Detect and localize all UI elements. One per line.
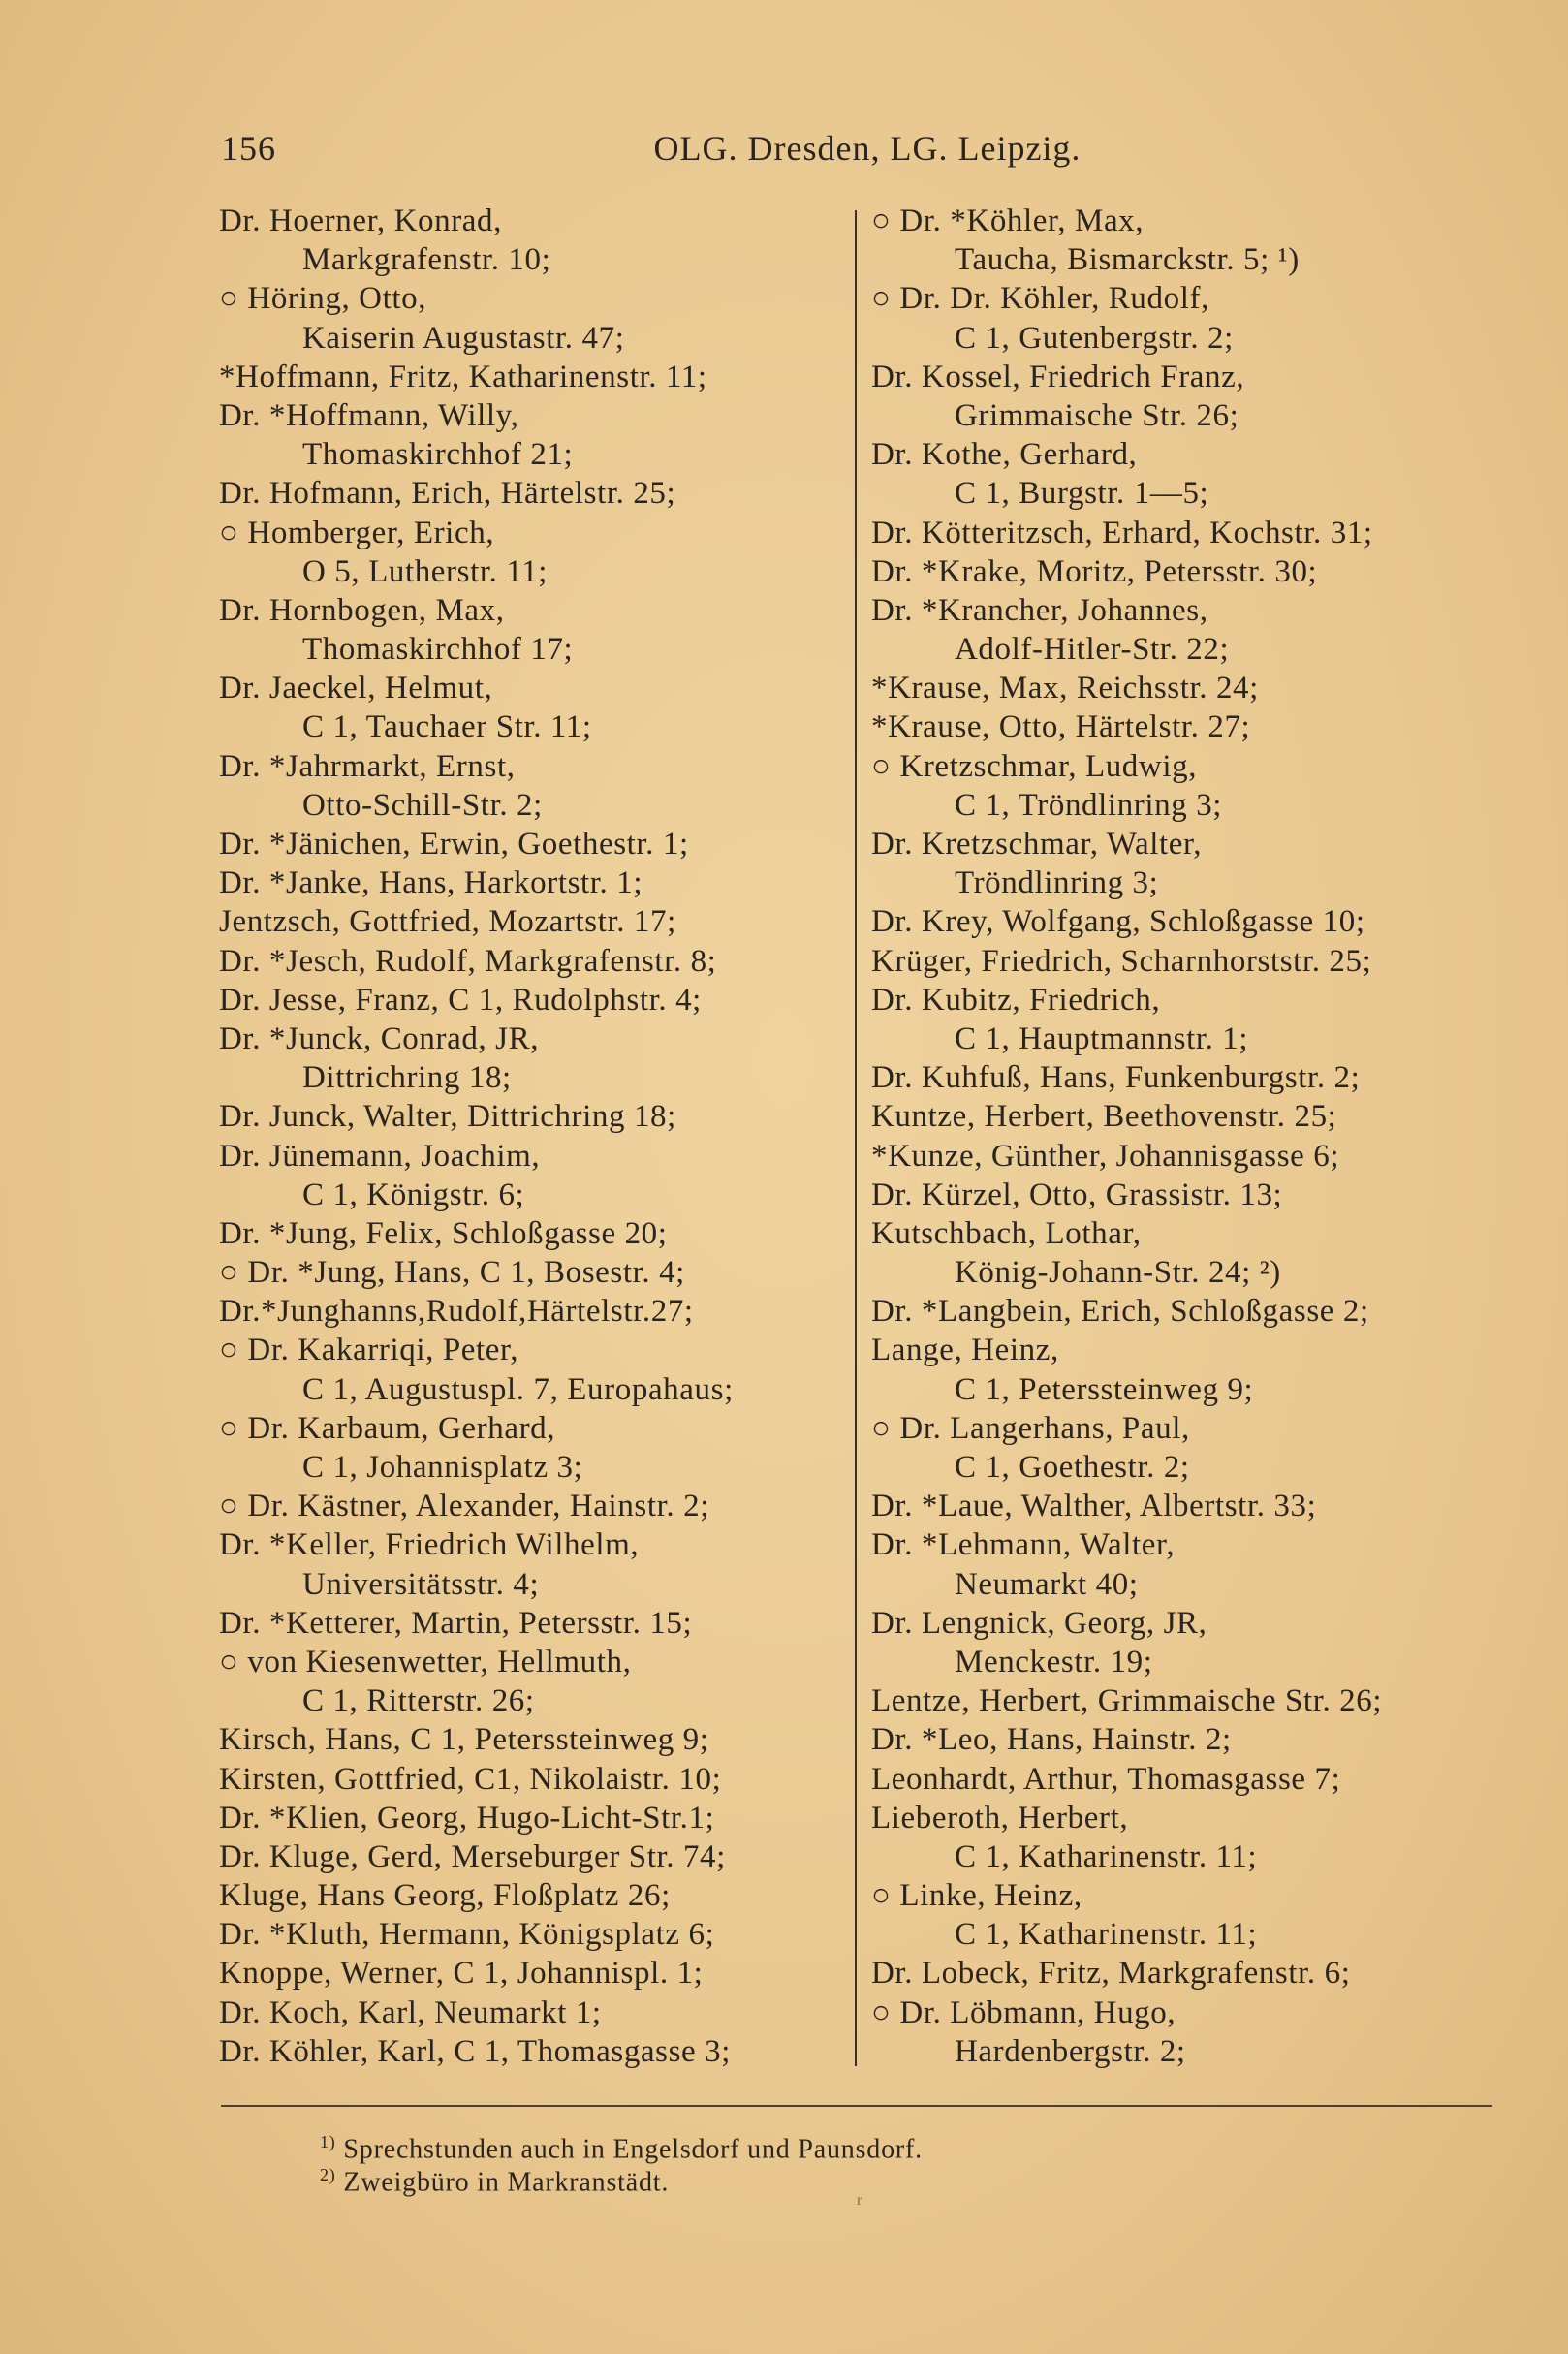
directory-entry [871,1799,1501,1876]
footnote-2 [320,2165,669,2198]
entry-address-line: O 5, Lutherstr. 11; [302,553,549,589]
directory-entry [871,279,1501,357]
entry-address-line: Menckestr. 19; [955,1644,1153,1679]
entry-address-line: Universitätsstr. 4; [302,1566,540,1602]
entry-address-line: C 1, Hauptmannstr. 1; [955,1020,1249,1056]
directory-entry [871,1097,1501,1136]
entry-name-line: Dr. *Krancher, Johannes, [871,592,1208,628]
directory-entry [219,1799,849,1837]
entry-name-line: Kirsch, Hans, C 1, Peterssteinweg 9; [219,1722,709,1758]
entry-name-line: Dr. Kothe, Gerhard, [871,437,1138,473]
directory-entry [219,1137,849,1214]
directory-entry [871,1760,1501,1799]
entry-name-line: ○ Dr. *Jung, Hans, C 1, Bosestr. 4; [219,1255,685,1291]
entry-address-line: Neumarkt 40; [955,1566,1139,1602]
entry-name-line: Kutschbach, Lothar, [871,1215,1142,1251]
footnote-rule [221,2105,1492,2107]
directory-entry [871,1525,1501,1603]
directory-entry [219,1097,849,1136]
entry-name-line: Dr. Jaeckel, Helmut, [219,671,493,706]
directory-entry [219,396,849,474]
directory-entry [871,1176,1501,1214]
entry-name-line: Dr. *Lehmann, Walter, [871,1527,1176,1563]
entry-name-line: ○ Dr. Dr. Köhler, Rudolf, [871,281,1209,317]
directory-entry [871,1137,1501,1176]
entry-name-line: Dr. Koch, Karl, Neumarkt 1; [219,1994,602,2030]
entry-name-line: Dr. *Jung, Felix, Schloßgasse 20; [219,1215,668,1251]
directory-entry [219,825,849,863]
entry-name-line: ○ Homberger, Erich, [219,515,495,550]
entry-address-line: C 1, Tröndlinring 3; [955,787,1223,823]
entry-address-line: König-Johann-Str. 24; ²) [955,1255,1281,1291]
directory-entry [219,1915,849,1954]
directory-entry [871,1487,1501,1525]
entry-address-line: C 1, Königstr. 6; [302,1177,525,1212]
directory-entry [871,942,1501,981]
directory-entry [871,1681,1501,1720]
entry-address-line: C 1, Tauchaer Str. 11; [302,709,592,745]
directory-entry [871,1409,1501,1487]
entry-name-line: Dr. *Leo, Hans, Hainstr. 2; [871,1722,1232,1758]
directory-entry [871,202,1501,279]
entry-name-line: Lange, Heinz, [871,1333,1059,1368]
entry-address-line: Otto-Schill-Str. 2; [302,787,543,823]
entry-name-line: *Hoffmann, Fritz, Katharinenstr. 11; [219,359,707,394]
directory-entry [871,591,1501,669]
directory-entry [219,1214,849,1253]
directory-entry [871,435,1501,513]
entry-name-line: Dr. *Janke, Hans, Harkortstr. 1; [219,865,643,901]
directory-entry [871,514,1501,552]
directory-entry [219,942,849,981]
entry-name-line: Dr. Hornbogen, Max, [219,592,505,628]
directory-entry [871,1720,1501,1759]
directory-entry [219,474,849,513]
entry-name-line: Dr. Kluge, Gerd, Merseburger Str. 74; [219,1838,726,1874]
entry-name-line: ○ Dr. Kakarriqi, Peter, [219,1333,519,1368]
entry-name-line: Dr. Köhler, Karl, C 1, Thomasgasse 3; [219,2033,732,2069]
directory-entry [871,1292,1501,1331]
directory-entry [219,1837,849,1876]
directory-entry [219,863,849,902]
entry-name-line: Dr. Kuhfuß, Hans, Funkenburgstr. 2; [871,1060,1361,1096]
directory-entry [871,825,1501,902]
entry-name-line: Dr. Hofmann, Erich, Härtelstr. 25; [219,476,676,512]
directory-entry [219,279,849,357]
directory-entry [219,1643,849,1720]
directory-entry [219,1604,849,1643]
entry-name-line: Dr. Lobeck, Fritz, Markgrafenstr. 6; [871,1956,1351,1992]
entry-name-line: Dr. Kötteritzsch, Erhard, Kochstr. 31; [871,515,1373,550]
footnote-mark: 2) [320,2165,336,2184]
directory-entry [871,1954,1501,1993]
column-divider [855,210,857,2066]
entry-name-line: Dr. Kürzel, Otto, Grassistr. 13; [871,1177,1283,1212]
entry-name-line: Dr. Krey, Wolfgang, Schloßgasse 10; [871,904,1365,940]
footnote-1 [320,2132,923,2165]
entry-name-line: Dr. Junck, Walter, Dittrichring 18; [219,1099,676,1135]
entry-name-line: ○ Höring, Otto, [219,281,427,317]
entry-address-line: Thomaskirchhof 21; [302,437,574,473]
entry-name-line: Dr. *Jänichen, Erwin, Goethestr. 1; [219,827,689,862]
entry-name-line: *Krause, Otto, Härtelstr. 27; [871,709,1251,745]
entry-name-line: ○ Kretzschmar, Ludwig, [871,748,1198,784]
entry-address-line: Tröndlinring 3; [955,865,1159,901]
entry-address-line: C 1, Augustuspl. 7, Europahaus; [302,1371,734,1407]
entry-name-line: ○ Dr. Karbaum, Gerhard, [219,1410,556,1446]
directory-entry [871,1993,1501,2071]
entry-name-line: Dr. *Ketterer, Martin, Petersstr. 15; [219,1605,693,1641]
directory-entry [219,514,849,591]
entry-name-line: ○ Dr. Löbmann, Hugo, [871,1994,1176,2030]
directory-entry [219,1409,849,1487]
directory-entry [219,1876,849,1915]
entry-name-line: Dr. *Hoffmann, Willy, [219,397,519,433]
entry-name-line: Dr. Kossel, Friedrich Franz, [871,359,1245,394]
entry-address-line: Dittrichring 18; [302,1060,512,1096]
entry-address-line: Thomaskirchhof 17; [302,632,574,668]
entry-name-line: ○ Linke, Heinz, [871,1878,1082,1914]
entry-name-line: Dr. *Laue, Walther, Albertstr. 33; [871,1489,1317,1524]
entry-name-line: Dr. *Kluth, Hermann, Königsplatz 6; [219,1917,715,1953]
entry-name-line: Knoppe, Werner, C 1, Johannispl. 1; [219,1956,704,1992]
entry-name-line: Lieberoth, Herbert, [871,1800,1129,1836]
entry-name-line: Jentzsch, Gottfried, Mozartstr. 17; [219,904,676,940]
entry-name-line: Dr. Jesse, Franz, C 1, Rudolphstr. 4; [219,982,702,1018]
entry-name-line: Dr. *Jesch, Rudolf, Markgrafenstr. 8; [219,943,717,979]
footnote-text: Sprechstunden auch in Engelsdorf und Paunsdorf. [343,2134,923,2165]
entry-address-line: C 1, Ritterstr. 26; [302,1683,535,1719]
entry-address-line: Markgrafenstr. 10; [302,242,551,278]
entry-name-line: Dr. Hoerner, Konrad, [219,204,503,238]
entry-name-line: Dr. Kretzschmar, Walter, [871,827,1203,862]
entry-address-line: Adolf-Hitler-Str. 22; [955,632,1230,668]
directory-entry [219,1331,849,1408]
footnote-text: Zweigbüro in Markranstädt. [343,2167,670,2198]
directory-entry [871,747,1501,825]
entry-name-line: Kuntze, Herbert, Beethovenstr. 25; [871,1099,1337,1135]
entry-name-line: Kirsten, Gottfried, C1, Nikolaistr. 10; [219,1761,722,1797]
directory-entry [219,1253,849,1292]
entry-address-line: C 1, Johannisplatz 3; [302,1450,583,1485]
footnote-mark: 1) [320,2132,336,2151]
directory-entry [871,1876,1501,1954]
entry-name-line: Leonhardt, Arthur, Thomasgasse 7; [871,1761,1341,1797]
entry-address-line: C 1, Goethestr. 2; [955,1450,1190,1485]
entry-name-line: Dr. *Klien, Georg, Hugo-Licht-Str.1; [219,1800,715,1836]
entry-address-line: C 1, Gutenbergstr. 2; [955,320,1234,356]
entry-name-line: Dr. Kubitz, Friedrich, [871,982,1161,1018]
directory-entry [219,1720,849,1759]
directory-entry [871,1604,1501,1681]
directory-entry [871,1331,1501,1408]
directory-entry [219,358,849,396]
page-number: 156 [221,129,276,168]
entry-name-line: Kluge, Hans Georg, Floßplatz 26; [219,1878,671,1914]
entry-name-line: Dr. *Junck, Conrad, JR, [219,1020,540,1056]
directory-entry [219,1760,849,1799]
directory-entry [219,669,849,746]
directory-column-left [219,202,849,2071]
directory-entry [219,591,849,669]
entry-name-line: ○ Dr. Langerhans, Paul, [871,1410,1190,1446]
entry-name-line: *Kunze, Günther, Johannisgasse 6; [871,1138,1340,1174]
directory-entry [871,981,1501,1058]
directory-entry [219,1954,849,1993]
entry-name-line: Dr. Jünemann, Joachim, [219,1138,541,1174]
directory-entry [219,1020,849,1097]
directory-entry [219,202,849,279]
entry-name-line: Dr. *Jahrmarkt, Ernst, [219,748,516,784]
directory-entry [871,902,1501,941]
directory-entry [871,1058,1501,1097]
directory-entry [219,902,849,941]
entry-name-line: ○ Dr. Kästner, Alexander, Hainstr. 2; [219,1489,709,1524]
entry-address-line: Grimmaische Str. 26; [955,397,1239,433]
directory-entry [871,552,1501,591]
entry-name-line: Dr.*Junghanns,Rudolf,Härtelstr.27; [219,1294,694,1330]
entry-name-line: Dr. *Keller, Friedrich Wilhelm, [219,1527,640,1563]
directory-entry [219,1292,849,1331]
entry-name-line: Krüger, Friedrich, Scharnhorststr. 25; [871,943,1372,979]
entry-name-line: *Krause, Max, Reichsstr. 24; [871,671,1259,706]
directory-column-right [871,202,1501,2071]
entry-address-line: C 1, Katharinenstr. 11; [955,1917,1258,1953]
entry-address-line: Hardenbergstr. 2; [955,2033,1186,2069]
directory-entry [219,1487,849,1525]
directory-entry [871,669,1501,707]
directory-entry [219,981,849,1020]
entry-address-line: C 1, Katharinenstr. 11; [955,1838,1258,1874]
entry-name-line: Dr. *Krake, Moritz, Petersstr. 30; [871,553,1318,589]
directory-entry [871,358,1501,435]
entry-name-line: ○ von Kiesenwetter, Hellmuth, [219,1644,632,1679]
entry-name-line: Lentze, Herbert, Grimmaische Str. 26; [871,1683,1383,1719]
entry-address-line: Kaiserin Augustastr. 47; [302,320,625,356]
directory-entry [871,1214,1501,1292]
printer-mark: r [857,2192,862,2209]
entry-address-line: C 1, Peterssteinweg 9; [955,1371,1254,1407]
entry-name-line: ○ Dr. *Köhler, Max, [871,204,1145,238]
directory-entry [219,747,849,825]
directory-entry [219,2032,849,2071]
entry-address-line: C 1, Burgstr. 1—5; [955,476,1209,512]
entry-name-line: Dr. *Langbein, Erich, Schloßgasse 2; [871,1294,1369,1330]
directory-entry [871,707,1501,746]
entry-address-line: Taucha, Bismarckstr. 5; ¹) [955,242,1300,278]
running-head: OLG. Dresden, LG. Leipzig. [653,129,1082,168]
entry-name-line: Dr. Lengnick, Georg, JR, [871,1605,1207,1641]
directory-entry [219,1993,849,2032]
directory-entry [219,1525,849,1603]
